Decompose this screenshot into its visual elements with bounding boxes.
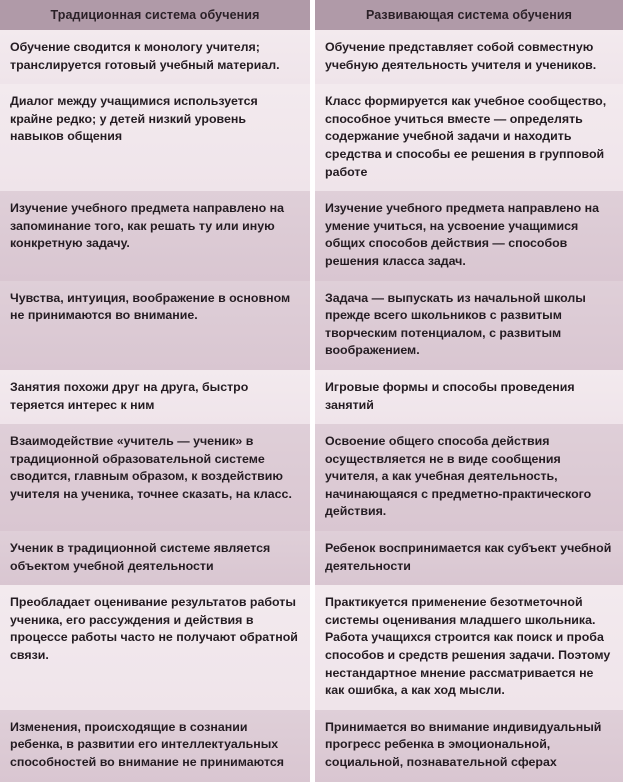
table-row [0,281,623,370]
table-row [0,30,623,84]
cell-right [315,281,623,370]
emphasized-term: объектом [10,558,70,573]
cell-text: Изменения, происходящие в сознании ребенка, в развитии его интеллектуальных способностей во внимание не принимаются [10,719,284,769]
cell-left [0,585,310,710]
table-row [0,370,623,424]
cell-left [0,370,310,424]
cell-text: Игровые формы и способы проведения занятий [325,379,575,412]
cell-right [315,424,623,531]
cell-text: Взаимодействие «учитель — ученик» в традиционной образовательной системе сводится, главным образом, к воздействию учителя на ученика, точнее сказать, на класс. [10,434,292,501]
cell-right [315,585,623,710]
table-row [0,710,623,782]
cell-text: Класс формируется как учебное сообщество, способное учиться вместе — определять содержание учебной задачи и находить средства и способы ее решения в групповой работе [325,94,607,179]
cell-right [315,531,623,585]
cell-right [315,30,623,84]
column-header-developmental: Развивающая система обучения [315,0,623,30]
cell-text: Чувства, интуиция, воображение в основном не принимаются во внимание. [10,290,291,323]
emphasized-term: субъект [507,541,557,556]
cell-left [0,424,310,531]
table-row [0,531,623,585]
cell-text: Преобладает оценивание результатов работы ученика, его рассуждения и действия в процессе работы часто не получают обратной связи. [10,595,298,663]
cell-left [0,710,310,782]
cell-text: Принимается во внимание индивидуальный прогресс ребенка в эмоциональной, социальной, познавательной сферах [325,719,602,769]
cell-right [315,370,623,424]
cell-text: Занятия похожи друг на друга, быстро теряется интерес к ним [10,379,249,412]
table-body [0,30,623,782]
table-row [0,424,623,531]
cell-left [0,531,310,585]
table-header [0,0,623,30]
cell-left [0,191,310,280]
column-header-traditional: Традиционная система обучения [0,0,310,30]
cell-text: Диалог между учащимися используется крайне редко; у детей низкий уровень навыков общения [10,94,258,144]
cell-text: Обучение сводится к монологу учителя; транслируется готовый учебный материал. [10,40,280,72]
cell-right [315,84,623,191]
cell-text: Ребенок воспринимается как субъект учебной деятельности [325,541,612,573]
cell-text: Обучение представляет собой совместную учебную деятельность учителя и учеников. [325,40,597,72]
cell-text: Изучение учебного предмета направлено на запоминание того, как решать ту или иную конкретную задачу. [10,201,285,251]
cell-text: Практикуется применение безотметочной системы оценивания младшего школьника. Работа учащихся строится как поиск и проба способов и средств решения задачи. Поэтому нестандартное мнение рассматривается не как ошибка, а как ход мысли. [325,595,611,698]
cell-right [315,710,623,782]
cell-text: Освоение общего способа действия осуществляется не в виде сообщения учителя, а как учебная деятельность, начинающаяся с предметно-практического действия. [325,434,592,519]
cell-left [0,84,310,191]
cell-text: Ученик в традиционной системе является объектом учебной деятельности [10,541,271,573]
cell-left [0,281,310,370]
table-row [0,191,623,280]
table-row [0,585,623,710]
table-row [0,84,623,191]
cell-text: Изучение учебного предмета направлено на умение учиться, на усвоение учащимися общих способов действия — способов решения класса задач. [325,201,600,268]
cell-text: Задача — выпускать из начальной школы прежде всего школьников с развитым творческим потенциалом, с развитым воображением. [325,290,586,358]
cell-right [315,191,623,280]
cell-left [0,30,310,84]
header-row [0,0,623,30]
